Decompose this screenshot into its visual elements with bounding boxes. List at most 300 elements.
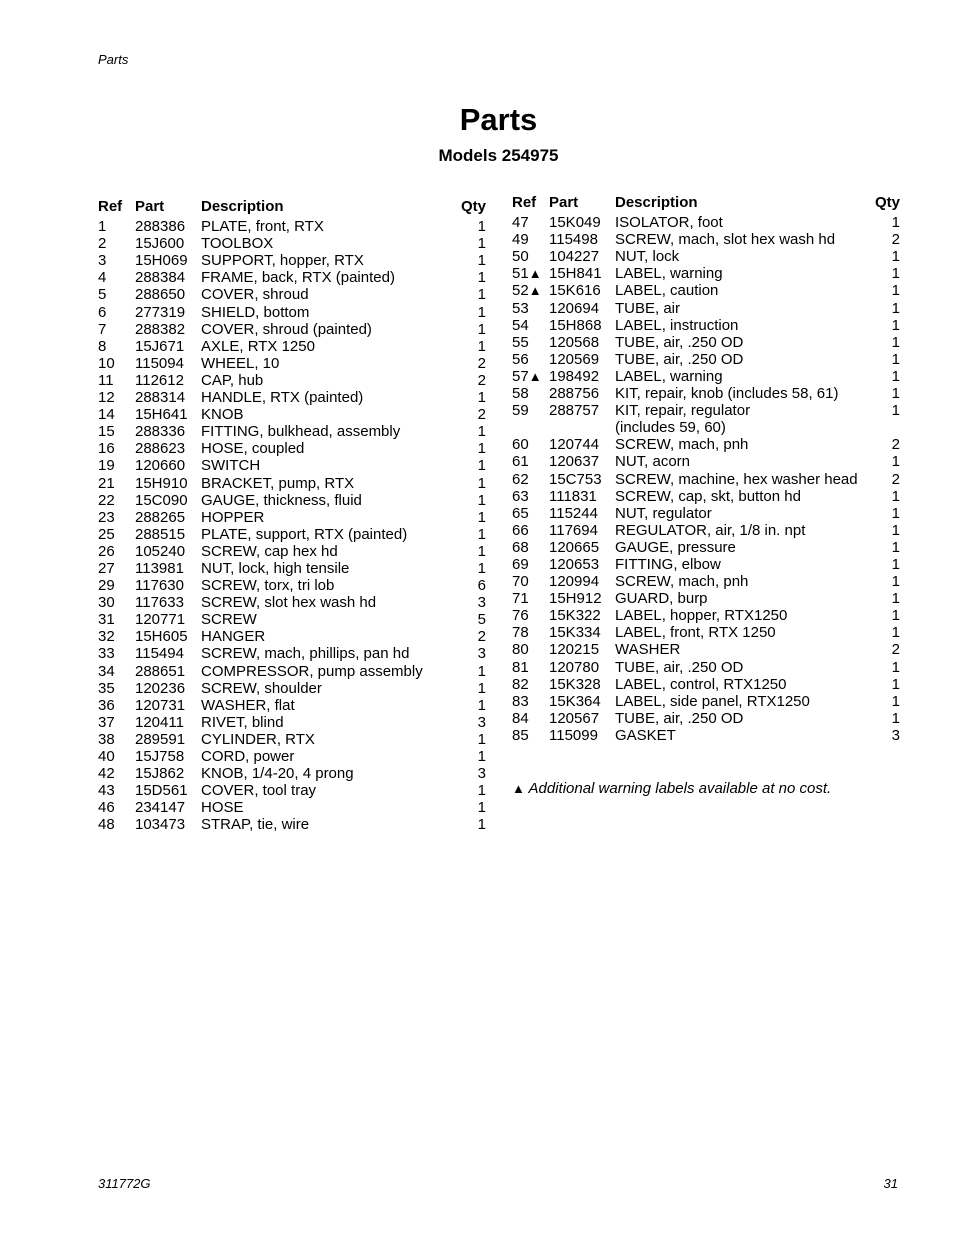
description-cell: SCREW, mach, phillips, pan hd — [201, 645, 410, 663]
ref-number: 62 — [512, 470, 529, 488]
ref-cell — [98, 389, 135, 406]
part-cell: 15J758 — [135, 748, 185, 765]
table-row — [512, 248, 900, 265]
ref-cell — [98, 731, 135, 748]
qty-cell: 1 — [891, 265, 900, 283]
part-cell — [549, 419, 615, 436]
ref-cell — [512, 488, 549, 505]
qty-cell: 1 — [891, 316, 900, 334]
table-row — [512, 556, 900, 573]
ref-cell — [98, 321, 135, 338]
description-cell: COVER, shroud (painted) — [201, 320, 372, 338]
table-row — [512, 710, 900, 727]
table-row — [98, 782, 486, 799]
ref-number: 31 — [98, 611, 115, 629]
ref-cell — [98, 543, 135, 560]
part-cell: 117694 — [549, 521, 598, 539]
description-cell: GAUGE, pressure — [615, 538, 736, 556]
table-row — [512, 641, 900, 658]
qty-cell: 2 — [477, 628, 486, 646]
warning-triangle-icon: ▲ — [512, 781, 525, 796]
qty-cell: 1 — [891, 675, 900, 693]
description-cell: SCREW, torx, tri lob — [201, 577, 335, 595]
ref-cell — [512, 453, 549, 470]
ref-cell — [512, 231, 549, 248]
ref-cell — [512, 556, 549, 573]
table-row — [98, 714, 486, 731]
ref-cell — [98, 338, 135, 355]
ref-cell — [98, 509, 135, 526]
part-cell: 15H069 — [135, 252, 188, 270]
description-cell: KIT, repair, knob (includes 58, 61) — [615, 385, 839, 403]
table-row — [512, 351, 900, 368]
table-row — [98, 218, 486, 235]
ref-number: 26 — [98, 542, 115, 560]
table-row — [512, 265, 900, 282]
part-cell: 288623 — [135, 440, 186, 458]
ref-number: 10 — [98, 354, 115, 372]
description-cell: CAP, hub — [201, 371, 264, 389]
ref-cell — [98, 252, 135, 269]
table-row — [98, 423, 486, 440]
qty-cell: 3 — [477, 713, 486, 731]
table-row — [98, 321, 486, 338]
table-row — [512, 659, 900, 676]
part-cell: 15C090 — [135, 491, 188, 509]
description-cell: SCREW — [201, 611, 257, 629]
table-row — [98, 799, 486, 816]
table-row — [98, 628, 486, 645]
table-row — [98, 475, 486, 492]
table-row — [98, 492, 486, 509]
description-cell: HANDLE, RTX (painted) — [201, 389, 364, 407]
ref-number: 59 — [512, 402, 529, 420]
table-row — [98, 457, 486, 474]
description-cell: TUBE, air — [615, 299, 681, 317]
description-cell: LABEL, warning — [615, 367, 723, 385]
part-cell: 288336 — [135, 423, 186, 441]
qty-cell: 1 — [891, 692, 900, 710]
parts-table-left — [98, 198, 486, 833]
ref-number: 76 — [512, 607, 529, 625]
ref-cell — [98, 560, 135, 577]
ref-cell — [98, 235, 135, 252]
part-cell: 288515 — [135, 525, 186, 543]
ref-cell — [512, 385, 549, 402]
part-cell: 15K328 — [549, 675, 601, 693]
table-row — [512, 693, 900, 710]
description-cell: SCREW, slot hex wash hd — [201, 594, 377, 612]
part-cell: 120744 — [549, 436, 600, 454]
part-cell: 113981 — [135, 559, 184, 577]
col-header-description: Description — [201, 198, 284, 215]
description-cell: TOOLBOX — [201, 235, 274, 253]
description-cell: LABEL, hopper, RTX1250 — [615, 607, 788, 625]
part-cell: 15H912 — [549, 590, 602, 608]
table-row — [512, 607, 900, 624]
ref-number: 22 — [98, 491, 115, 509]
qty-cell: 1 — [477, 337, 486, 355]
ref-number: 81 — [512, 658, 529, 676]
description-cell: STRAP, tie, wire — [201, 816, 310, 834]
qty-cell: 1 — [891, 385, 900, 403]
description-cell: (includes 59, 60) — [615, 419, 726, 437]
qty-cell: 1 — [477, 816, 486, 834]
description-cell: LABEL, side panel, RTX1250 — [615, 692, 810, 710]
col-header-qty: Qty — [874, 194, 900, 211]
ref-cell — [512, 351, 549, 368]
ref-cell — [98, 304, 135, 321]
qty-cell: 1 — [477, 748, 486, 765]
table-body-left — [98, 218, 486, 833]
ref-number: 15 — [98, 423, 115, 441]
qty-cell: 1 — [477, 269, 486, 287]
ref-number: 46 — [98, 799, 115, 817]
qty-cell: 3 — [477, 645, 486, 663]
description-cell: WASHER, flat — [201, 696, 295, 714]
table-row — [512, 539, 900, 556]
table-row — [98, 765, 486, 782]
ref-cell — [512, 317, 549, 334]
ref-number: 52 — [512, 282, 529, 300]
qty-cell: 1 — [891, 658, 900, 676]
qty-cell: 1 — [891, 350, 900, 368]
qty-cell: 1 — [891, 248, 900, 266]
page-title: Parts — [459, 102, 538, 137]
ref-number: 56 — [512, 350, 529, 368]
qty-cell: 1 — [891, 607, 900, 625]
qty-cell: 1 — [891, 521, 900, 539]
part-cell: 120215 — [549, 641, 600, 659]
ref-cell — [98, 355, 135, 372]
qty-cell: 1 — [891, 590, 900, 608]
description-cell: GUARD, burp — [615, 590, 708, 608]
ref-cell — [98, 218, 135, 235]
qty-cell: 1 — [477, 799, 486, 817]
part-cell: 112612 — [135, 371, 184, 389]
part-cell: 15K322 — [549, 607, 601, 625]
table-row — [512, 282, 900, 299]
qty-cell: 3 — [891, 726, 900, 744]
part-cell: 120653 — [549, 555, 600, 573]
description-cell: TUBE, air, .250 OD — [615, 658, 744, 676]
table-row — [98, 372, 486, 389]
table-row — [512, 624, 900, 641]
table-row — [98, 611, 486, 628]
part-cell: 198492 — [549, 367, 600, 385]
ref-number: 84 — [512, 709, 529, 727]
part-cell: 15J862 — [135, 765, 185, 783]
ref-number: 21 — [98, 474, 115, 492]
part-cell: 15K334 — [549, 624, 601, 642]
qty-cell: 1 — [891, 402, 900, 420]
ref-cell — [98, 645, 135, 662]
running-header-section: Parts — [98, 52, 129, 67]
description-cell: WASHER — [615, 641, 681, 659]
part-cell: 120568 — [549, 333, 600, 351]
qty-cell: 6 — [477, 577, 486, 595]
qty-cell: 1 — [477, 235, 486, 253]
col-header-description: Description — [615, 194, 698, 211]
ref-cell — [98, 372, 135, 389]
table-row — [98, 816, 486, 833]
qty-cell: 2 — [891, 231, 900, 249]
description-cell: COVER, shroud — [201, 286, 309, 304]
ref-number: 47 — [512, 214, 529, 232]
table-row — [98, 509, 486, 526]
part-cell: 288265 — [135, 508, 186, 526]
ref-cell — [98, 594, 135, 611]
ref-cell — [98, 406, 135, 423]
qty-cell — [870, 419, 900, 436]
part-cell: 115099 — [549, 726, 598, 744]
table-row — [98, 235, 486, 252]
qty-cell: 1 — [477, 525, 486, 543]
qty-cell: 1 — [477, 782, 486, 800]
table-row — [98, 663, 486, 680]
part-cell: 120567 — [549, 709, 600, 727]
ref-number: 14 — [98, 406, 115, 424]
qty-cell: 1 — [477, 440, 486, 458]
part-cell: 288651 — [135, 662, 186, 680]
ref-cell — [512, 265, 549, 282]
document-number: 311772G — [98, 1176, 151, 1191]
qty-cell: 3 — [477, 594, 486, 612]
description-cell: KNOB, 1/4-20, 4 prong — [201, 765, 354, 783]
description-cell: FITTING, bulkhead, assembly — [201, 423, 401, 441]
table-row — [98, 269, 486, 286]
ref-number: 37 — [98, 713, 115, 731]
warning-triangle-icon: ▲ — [528, 368, 542, 384]
warning-triangle-icon: ▲ — [528, 283, 542, 299]
description-cell: LABEL, caution — [615, 282, 719, 300]
table-row — [512, 488, 900, 505]
part-cell: 288382 — [135, 320, 186, 338]
models-subtitle: Models 254975 — [438, 146, 559, 165]
part-cell: 103473 — [135, 816, 186, 834]
ref-cell — [98, 269, 135, 286]
qty-cell: 1 — [477, 662, 486, 680]
ref-cell — [98, 628, 135, 645]
ref-number: 80 — [512, 641, 529, 659]
description-cell: TUBE, air, .250 OD — [615, 333, 744, 351]
parts-table-right — [512, 194, 900, 744]
part-cell: 15K616 — [549, 282, 601, 300]
ref-number: 61 — [512, 453, 529, 471]
ref-number: 50 — [512, 248, 529, 266]
description-cell: SCREW, mach, pnh — [615, 436, 749, 454]
description-cell: RIVET, blind — [201, 713, 284, 731]
part-cell: 115494 — [135, 645, 184, 663]
description-cell: KNOB — [201, 406, 244, 424]
ref-cell — [512, 522, 549, 539]
ref-cell — [98, 765, 135, 782]
table-row — [512, 505, 900, 522]
ref-number: 38 — [98, 730, 115, 748]
ref-cell — [512, 590, 549, 607]
ref-number: 51 — [512, 265, 529, 283]
description-cell: NUT, regulator — [615, 504, 712, 522]
ref-cell — [512, 573, 549, 590]
description-cell: PLATE, support, RTX (painted) — [201, 525, 408, 543]
ref-number: 27 — [98, 559, 115, 577]
part-cell: 120780 — [549, 658, 600, 676]
ref-cell — [98, 714, 135, 731]
description-cell: TUBE, air, .250 OD — [615, 350, 744, 368]
table-row — [98, 526, 486, 543]
qty-cell: 1 — [477, 696, 486, 714]
table-body-right — [512, 214, 900, 744]
table-row — [512, 676, 900, 693]
qty-cell: 2 — [477, 371, 486, 389]
ref-number: 5 — [98, 286, 107, 304]
ref-cell — [512, 214, 549, 231]
table-row — [512, 419, 900, 436]
table-row — [98, 731, 486, 748]
description-cell: KIT, repair, regulator — [615, 402, 751, 420]
ref-number: 49 — [512, 231, 529, 249]
table-row — [98, 577, 486, 594]
table-row — [512, 471, 900, 488]
table-row — [98, 594, 486, 611]
description-cell: HOSE, coupled — [201, 440, 305, 458]
note-text: Additional warning labels available at no cost. — [528, 780, 832, 797]
table-row — [98, 697, 486, 714]
part-cell: 104227 — [549, 248, 600, 266]
ref-number: 65 — [512, 504, 529, 522]
part-cell: 15H605 — [135, 628, 188, 646]
qty-cell: 1 — [477, 457, 486, 475]
ref-number: 48 — [98, 816, 115, 834]
qty-cell: 2 — [891, 470, 900, 488]
ref-number: 29 — [98, 577, 115, 595]
description-cell: REGULATOR, air, 1/8 in. npt — [615, 521, 806, 539]
description-cell: SCREW, machine, hex washer head — [615, 470, 858, 488]
qty-cell: 1 — [477, 559, 486, 577]
ref-cell — [98, 577, 135, 594]
description-cell: AXLE, RTX 1250 — [201, 337, 315, 355]
part-cell: 288756 — [549, 385, 600, 403]
ref-cell — [512, 693, 549, 710]
qty-cell: 1 — [477, 730, 486, 748]
ref-number: 32 — [98, 628, 115, 646]
description-cell: HANGER — [201, 628, 266, 646]
ref-number: 36 — [98, 696, 115, 714]
ref-cell — [98, 423, 135, 440]
ref-number: 16 — [98, 440, 115, 458]
description-cell: FITTING, elbow — [615, 555, 721, 573]
part-cell: 15J600 — [135, 235, 185, 253]
part-cell: 15H841 — [549, 265, 602, 283]
ref-number: 66 — [512, 521, 529, 539]
part-cell: 111831 — [549, 487, 597, 505]
ref-cell — [98, 748, 135, 765]
ref-cell — [98, 286, 135, 303]
ref-number: 25 — [98, 525, 115, 543]
description-cell: WHEEL, 10 — [201, 354, 280, 372]
qty-cell: 1 — [477, 320, 486, 338]
ref-number: 7 — [98, 320, 107, 338]
description-cell: SHIELD, bottom — [201, 303, 310, 321]
part-cell: 117630 — [135, 577, 184, 595]
part-cell: 120994 — [549, 573, 600, 591]
ref-cell — [98, 526, 135, 543]
description-cell: CYLINDER, RTX — [201, 730, 315, 748]
qty-cell: 1 — [891, 299, 900, 317]
part-cell: 115094 — [135, 354, 184, 372]
description-cell: LABEL, warning — [615, 265, 723, 283]
ref-cell — [512, 710, 549, 727]
ref-number: 63 — [512, 487, 529, 505]
table-row — [98, 389, 486, 406]
description-cell: BRACKET, pump, RTX — [201, 474, 355, 492]
ref-cell — [512, 607, 549, 624]
description-cell: COVER, tool tray — [201, 782, 317, 800]
qty-cell: 1 — [891, 504, 900, 522]
ref-cell — [512, 727, 549, 744]
description-cell: SCREW, cap, skt, button hd — [615, 487, 801, 505]
qty-cell: 1 — [477, 491, 486, 509]
qty-cell: 2 — [891, 641, 900, 659]
qty-cell: 1 — [891, 573, 900, 591]
part-cell: 15H641 — [135, 406, 188, 424]
qty-cell: 3 — [477, 765, 486, 783]
qty-cell: 1 — [891, 214, 900, 232]
table-row — [98, 645, 486, 662]
qty-cell: 1 — [477, 542, 486, 560]
qty-cell: 1 — [891, 709, 900, 727]
qty-cell: 1 — [891, 282, 900, 300]
part-cell: 15J671 — [135, 337, 185, 355]
table-row — [98, 560, 486, 577]
ref-number: 30 — [98, 594, 115, 612]
qty-cell: 1 — [891, 453, 900, 471]
table-row — [512, 573, 900, 590]
description-cell: SUPPORT, hopper, RTX — [201, 252, 364, 270]
qty-cell: 1 — [891, 538, 900, 556]
ref-number: 57 — [512, 367, 529, 385]
ref-number: 19 — [98, 457, 115, 475]
part-cell: 288314 — [135, 389, 186, 407]
ref-number: 23 — [98, 508, 115, 526]
table-row — [98, 748, 486, 765]
ref-number: 69 — [512, 555, 529, 573]
table-header-left — [98, 198, 486, 215]
table-header-right — [512, 194, 900, 211]
part-cell: 120569 — [549, 350, 600, 368]
ref-number: 54 — [512, 316, 529, 334]
ref-cell — [98, 611, 135, 628]
description-cell: HOSE — [201, 799, 244, 817]
part-cell: 120236 — [135, 679, 186, 697]
description-cell: HOPPER — [201, 508, 265, 526]
table-row — [98, 440, 486, 457]
qty-cell: 1 — [477, 508, 486, 526]
ref-number: 85 — [512, 726, 529, 744]
part-cell: 120771 — [135, 611, 186, 629]
col-header-part: Part — [135, 198, 165, 215]
qty-cell: 1 — [477, 218, 486, 236]
ref-cell — [98, 697, 135, 714]
ref-number: 1 — [98, 218, 107, 236]
ref-cell — [98, 475, 135, 492]
table-row — [98, 286, 486, 303]
table-row — [98, 252, 486, 269]
ref-number: 83 — [512, 692, 529, 710]
ref-cell — [512, 282, 549, 299]
table-row — [512, 385, 900, 402]
ref-cell — [512, 505, 549, 522]
